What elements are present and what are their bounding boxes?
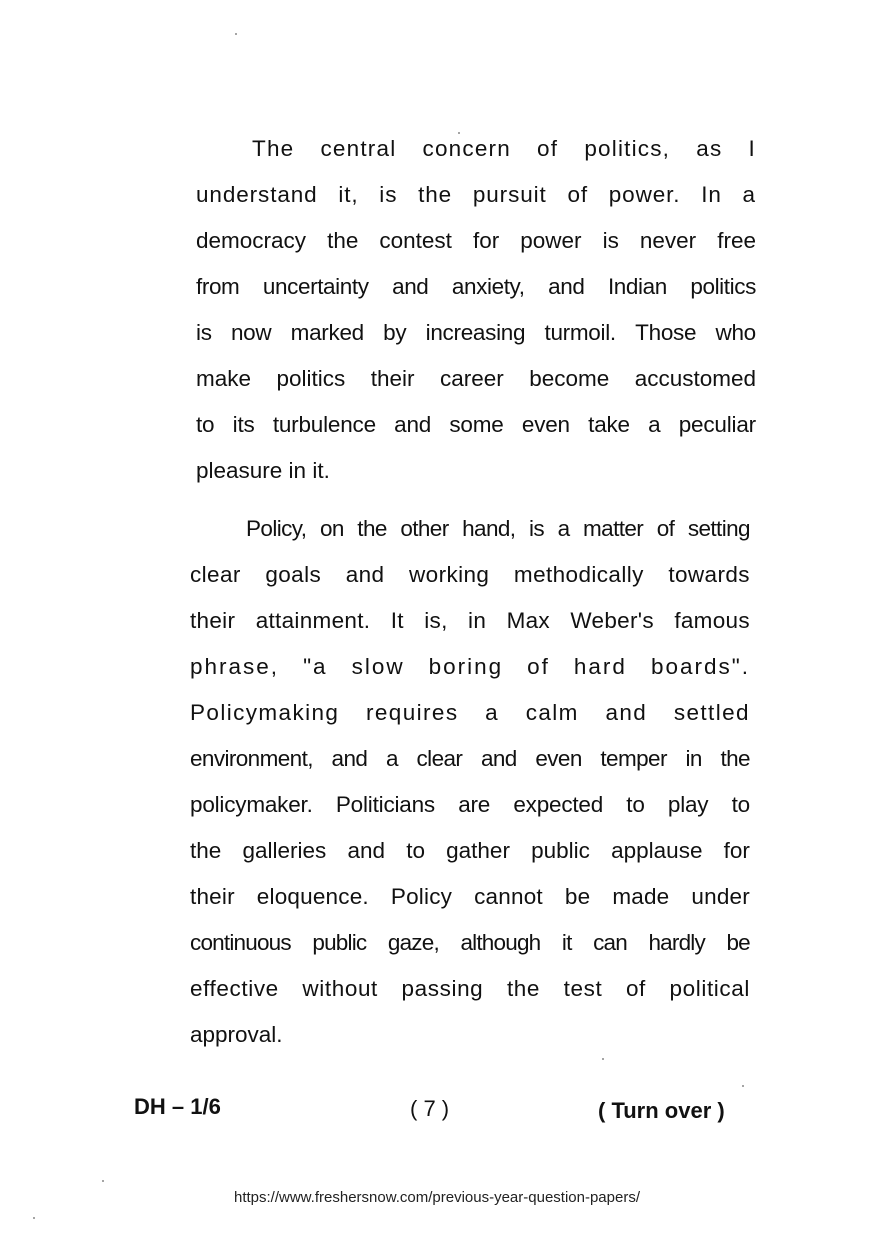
word: now [230,320,272,345]
word: free [717,228,756,253]
word: become [529,366,610,391]
word: and [394,412,432,437]
word: turbulence [272,412,376,437]
word: the [190,838,222,863]
word: even [521,412,570,437]
word: power [520,228,582,253]
scan-speck [742,1085,744,1087]
word: requires [366,700,459,725]
paper-code: DH – 1/6 [134,1094,221,1119]
word: be [564,884,591,909]
text-line [190,782,750,828]
word: "a [303,654,328,679]
word: without [302,976,378,1001]
word: is [602,228,619,253]
word: by [383,320,407,345]
word: their [190,608,236,633]
word: and [331,746,368,771]
word: eloquence. [256,884,369,909]
word: a [557,516,570,541]
word: anxiety, [451,274,525,299]
word: test [563,976,603,1001]
scan-speck [102,1180,104,1182]
word: cannot [474,884,543,909]
word: to [626,792,645,817]
word: towards [668,562,750,587]
word: gather [446,838,510,863]
word: contest [379,228,452,253]
word: attainment. [255,608,371,633]
word: a [385,746,398,771]
word: goals [265,562,322,587]
word: passing [401,976,484,1001]
word: Policy, [246,516,307,541]
word: in [468,608,487,633]
paragraph-1 [196,126,756,494]
word: to [196,412,215,437]
word: and [345,562,385,587]
word: It [390,608,404,633]
word: policymaker. [190,792,313,817]
word: temper [600,746,667,771]
word: In [701,182,722,207]
word: their [190,884,235,909]
word: be [726,930,750,955]
text-line [190,506,750,552]
word: the [327,228,359,253]
text-line [190,920,750,966]
word: and [347,838,385,863]
word: career [439,366,504,391]
word: the [357,516,387,541]
word: understand [196,182,318,207]
word: increasing [425,320,526,345]
word: environment, [190,746,313,771]
word: for [472,228,500,253]
word: to [731,792,750,817]
word: of [625,976,646,1001]
word: other [400,516,449,541]
word: uncertainty [262,274,369,299]
word: the [506,976,541,1001]
word: of [527,654,550,679]
word: is [379,182,398,207]
word: continuous [190,930,291,955]
word: working [409,562,490,587]
word: make [196,366,252,391]
word: its [232,412,255,437]
word: phrase, [190,654,280,679]
word: the [720,746,750,771]
word: of [567,182,589,207]
text-line [190,736,750,782]
word: it [561,930,572,955]
text-line [190,966,750,1012]
text-line [190,644,750,690]
word: accustomed [634,366,756,391]
word: applause [611,838,703,863]
word: marked [290,320,364,345]
text-line [196,126,756,172]
word: hand, [462,516,516,541]
word: slow [351,654,405,679]
word: setting [687,516,750,541]
word: Policy [390,884,453,909]
word: politics, [584,136,671,161]
word: effective [190,976,279,1001]
word: peculiar [678,412,756,437]
word: public [531,838,590,863]
word: gaze, [387,930,439,955]
word: who [715,320,756,345]
scan-speck [235,33,237,35]
word: a [648,412,661,437]
text-line [190,874,750,920]
text-line [190,552,750,598]
word: calm [525,700,579,725]
word: politics [690,274,756,299]
word: under [691,884,750,909]
word: I [748,136,756,161]
word: turmoil. [544,320,616,345]
turn-over-note: ( Turn over ) [598,1098,725,1123]
word: concern [422,136,511,161]
text-line [196,172,756,218]
word: and [548,274,585,299]
word: boring [428,654,504,679]
word: political [669,976,750,1001]
text-line [190,828,750,874]
word: Max [506,608,550,633]
word: on [319,516,344,541]
word: can [593,930,627,955]
word: is [528,516,545,541]
word: matter [583,516,644,541]
word: made [612,884,670,909]
text-line: pleasure in it. [196,458,330,483]
word: democracy [196,228,307,253]
word: is [196,320,212,345]
word: of [656,516,675,541]
word: Politicians [335,792,435,817]
paragraph-2 [190,506,750,1058]
word: although [460,930,541,955]
word: pursuit [472,182,547,207]
word: The [252,136,295,161]
word: even [535,746,582,771]
word: public [312,930,367,955]
word: boards". [650,654,750,679]
word: play [667,792,709,817]
word: for [723,838,750,863]
word: settled [673,700,750,725]
scan-speck [458,132,460,134]
word: galleries [242,838,327,863]
word: expected [513,792,604,817]
text-line [196,264,756,310]
word: some [449,412,504,437]
word: power. [608,182,681,207]
word: a [742,182,756,207]
word: and [392,274,429,299]
word: from [196,274,240,299]
word: is, [424,608,448,633]
word: and [605,700,648,725]
word: take [588,412,630,437]
word: Weber's [570,608,654,633]
word: in [685,746,702,771]
scan-speck [33,1217,35,1219]
word: and [480,746,517,771]
word: politics [276,366,346,391]
word: the [418,182,453,207]
text-line [196,218,756,264]
text-line: approval. [190,1022,283,1047]
text-line [196,310,756,356]
word: as [696,136,723,161]
text-line [190,690,750,736]
word: never [639,228,697,253]
word: methodically [513,562,644,587]
word: Those [635,320,697,345]
word: to [406,838,425,863]
word: Policymaking [190,700,340,725]
word: Indian [607,274,667,299]
page-number: ( 7 ) [410,1096,450,1121]
word: it, [338,182,359,207]
word: hardly [648,930,705,955]
word: clear [416,746,463,771]
text-line [196,356,756,402]
word: are [458,792,491,817]
source-url: https://www.freshersnow.com/previous-year-question-papers/ [233,1189,640,1206]
word: clear [190,562,241,587]
word: their [370,366,415,391]
word: hard [573,654,627,679]
word: of [537,136,559,161]
text-line [196,402,756,448]
text-line [190,598,750,644]
word: famous [674,608,750,633]
word: central [320,136,397,161]
scan-speck [602,1058,604,1060]
word: a [485,700,500,725]
